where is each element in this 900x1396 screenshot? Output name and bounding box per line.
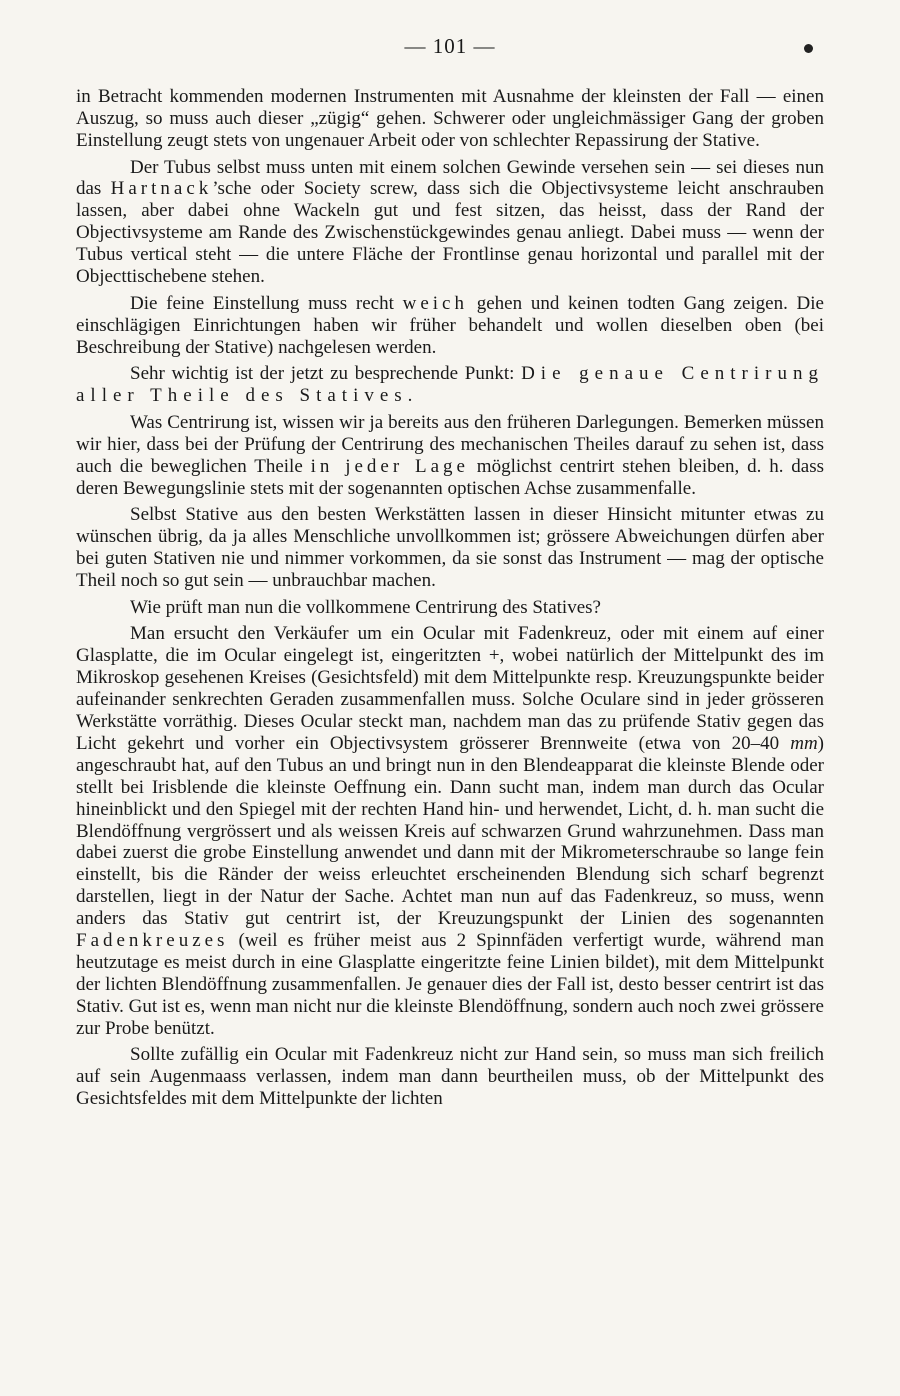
emphasis-fadenkreuzes: Fadenkreuzes: [76, 930, 229, 952]
emphasis-weich: weich: [402, 292, 468, 314]
body-text: [76, 86, 824, 1115]
paragraph-2-part-c: ’sche oder Society screw, dass sich die Objectivsysteme leicht anschrauben lassen, aber dabei ohne Wackeln gut und fest sitzen, das heisst, dass der Rand der Objectivsysteme am Rande des Zwischenstückgewindes genau anliegt. Dabei muss — wenn der Tubus vertical steht — die untere Fläche der Frontlinse genau horizontal und parallel mit der Objecttischebene stehen.: [76, 178, 824, 288]
paragraph-8-part-a: Man ersucht den Verkäufer um ein Ocular mit Fadenkreuz, oder mit einem auf einer Glasplatte, die im Ocular eingelegt ist, eingeritzten +, wobei natürlich der Mittelpunkt des im Mikroskop gesehenen Kreises (Gesichtsfeld) mit dem Mittelpunkte resp. Kreuzungspunkte beider aufeinander senkrechten Geraden zusammenfallen muss. Solche Oculare sind in jeder grösseren Werkstätte vorräthig. Dieses Ocular steckt man, nachdem man das zu prüfende Stativ gegen das Licht gekehrt und vorher ein Objectivsystem grösserer Brennweite (etwa von 20–40: [76, 623, 824, 754]
paragraph-8-part-e: (weil es früher meist aus 2 Spinnfäden verfertigt wurde, während man heutzutage es meist durch in eine Glasplatte eingeritzte feine Linien bildet), mit dem Mittelpunkt der lichten Blendöffnung zusammenfallen. Je genauer dies der Fall ist, desto besser centrirt ist das Stativ. Gut ist es, wenn man nicht nur die kleinste Blendöffnung, sondern auch noch zwei grössere zur Probe benützt.: [76, 930, 824, 1039]
paragraph-5-part-c: möglichst centrirt stehen bleiben, d. h. dass deren Bewegungslinie stets mit der sogenannten optischen Achse zusammenfalle.: [76, 455, 825, 499]
paragraph-8: [76, 623, 824, 1039]
paragraph-9: Sollte zufällig ein Ocular mit Fadenkreuz nicht zur Hand sein, so muss man sich freilich auf sein Augenmaass verlassen, indem man dann beurtheilen muss, ob der Mittelpunkt des Gesichtsfeldes mit dem Mittelpunkte der lichten: [76, 1044, 824, 1110]
paragraph-7: Wie prüft man nun die vollkommene Centrirung des Statives?: [130, 596, 601, 618]
paragraph-4: [76, 363, 824, 407]
paragraph-8-part-c: ) angeschraubt hat, auf den Tubus an und bringt nun in den Blendeapparat die kleinste Blende oder stellt bei Irisblende die kleinste Oeffnung ein. Dann sucht man, indem man durch das Ocular hineinblickt und den Spiegel mit der rechten Hand hin- und herwendet, Licht, d. h. man sucht die Blendöffnung vergrössert und als weissen Kreis auf schwarzen Grund wahrzunehmen. Dass man dabei zuerst die grobe Einstellung anwendet und dann mit der Mikrometerschraube so lange fein einstellt, bis die Ränder der weiss erleuchtet erscheinenden Blendung sich scharf begrenzt darstellen, liegt in der Natur der Sache. Achtet man nun auf das Fadenkreuz, so muss, wenn anders das Stativ gut centrirt ist, der Kreuzungspunkt der Linien des sogenannten: [76, 732, 824, 930]
paragraph-1: in Betracht kommenden modernen Instrumenten mit Ausnahme der kleinsten der Fall — einen Auszug, so muss auch dieser „zügig“ gehen. Schwerer oder ungleichmässiger Gang der groben Einstellung zeugt stets von ungenauer Arbeit oder von schlechter Repassirung der Stative.: [76, 86, 824, 151]
name-hartnack: Hartnack: [110, 178, 213, 200]
emphasis-centrirung: Die genaue Centrirung aller Theile des Statives.: [76, 363, 824, 407]
emphasis-in-jeder-lage: in jeder Lage: [310, 455, 469, 477]
paragraph-3-part-c: gehen und keinen todten Gang zeigen. Die einschlägigen Einrichtungen haben wir früher behandelt und wollen dieselben oben (bei Beschreibung der Stative) nachgelesen werden.: [76, 292, 824, 358]
page-number: — 101 —: [404, 34, 496, 58]
paragraph-5-part-a: Was Centrirung ist, wissen wir ja bereits aus den früheren Darlegungen. Bemerken müssen wir hier, dass bei der Prüfung der Centrirung des mechanischen Theiles darauf zu sehen ist, dass auch die beweglichen Theile: [76, 411, 824, 477]
paragraph-4-part-a: Sehr wichtig ist der jetzt zu besprechende Punkt:: [130, 363, 522, 385]
paragraph-3-part-a: Die feine Einstellung muss recht: [130, 292, 403, 314]
unit-mm: mm: [790, 732, 818, 754]
paragraph-3: [76, 293, 824, 359]
paragraph-6: Selbst Stative aus den besten Werkstätten lassen in dieser Hinsicht mitunter etwas zu wünschen übrig, da ja alles Menschliche unvollkommen ist; grössere Abweichungen dürfen aber bei guten Stativen nie und nimmer vorkommen, da sie sonst das Instrument — mag der optische Theil noch so gut sein — unbrauchbar machen.: [76, 504, 824, 592]
ink-spot: [804, 44, 813, 53]
paragraph-2: [76, 157, 824, 288]
paragraph-5: [76, 412, 824, 500]
paragraph-2-part-a: Der Tubus selbst muss unten mit einem solchen Gewinde versehen sein — sei dieses nun das: [76, 156, 824, 200]
